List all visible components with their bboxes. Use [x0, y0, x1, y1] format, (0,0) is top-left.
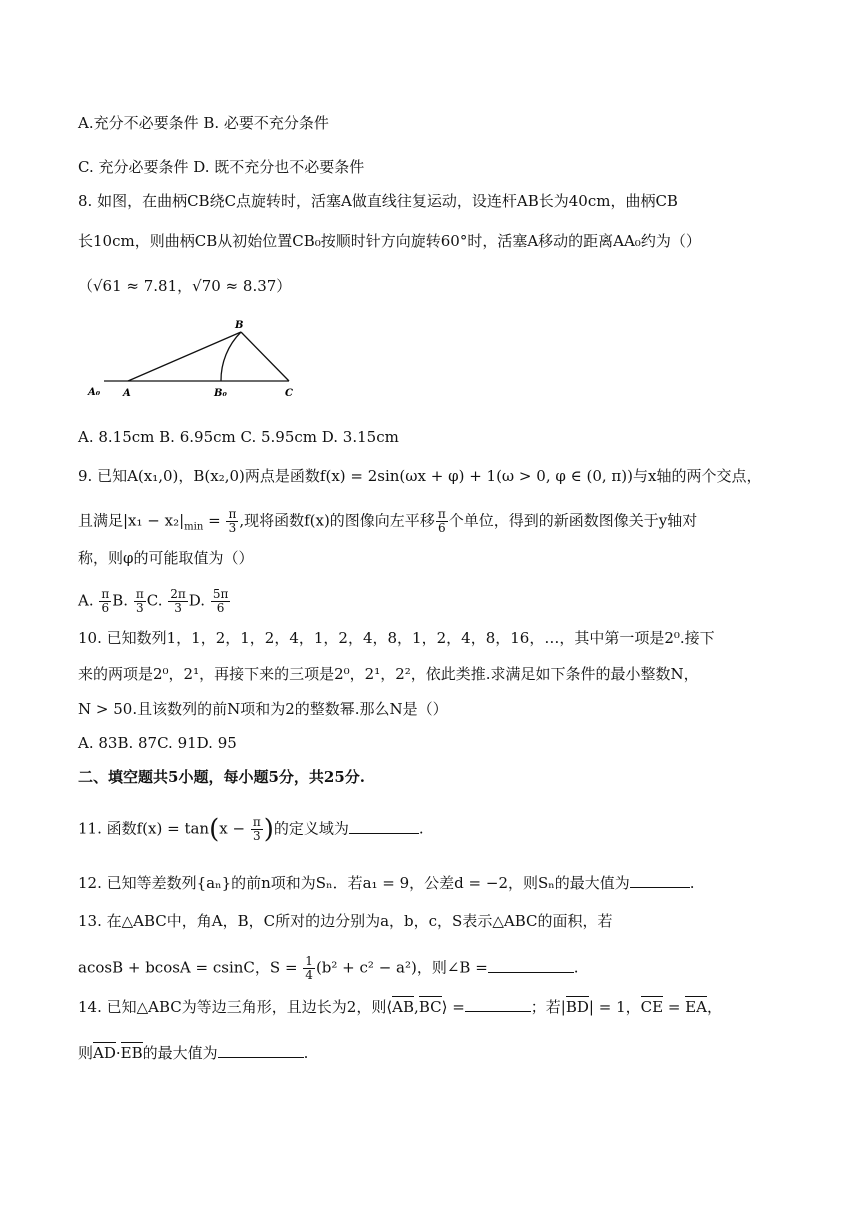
q8-options: A. 8.15cm B. 6.95cm C. 5.95cm D. 3.15cm — [78, 428, 399, 446]
q10-options: A. 83B. 87C. 91D. 95 — [78, 734, 237, 752]
q11-stem: 11. 函数f(x) = tan(x − $\frac{\pi}{3}$ )的定义域为 . — [78, 814, 424, 845]
vec-ad: AD — [93, 1044, 116, 1062]
rod-ab — [128, 332, 241, 381]
vec-eb: EB — [120, 1044, 143, 1062]
vec-bc: BC — [418, 998, 442, 1016]
q9-opt-c-frac: $\frac{2\pi}{3}$ — [170, 587, 186, 615]
q13-frac-1-4: $\frac{1}{4}$ — [305, 954, 313, 982]
q7-options-ab: A.充分不必要条件 B. 必要不充分条件 — [78, 114, 329, 132]
label-a: A — [123, 388, 131, 399]
q9-stem-line1: 9. 已知A(x₁,0)，B(x₂,0)两点是函数f(x) = 2sin(ωx + φ) + 1(ω > 0, φ ∈ (0, π))与x轴的两个交点， — [78, 467, 762, 485]
q9-abs-diff: 且满足|x₁ − x₂| — [78, 511, 185, 530]
q9-stem-line2 — [78, 508, 697, 538]
q8-stem-line2: 长10cm，则曲柄CB从初始位置CB₀按顺时针方向旋转60°时，活塞A移动的距离AA₀约为（） — [78, 232, 701, 250]
q9-frac-pi-3: $\frac{\pi}{3}$ — [228, 507, 237, 535]
q9-stem-line3: 称，则φ的可能取值为（） — [78, 549, 254, 567]
q10-stem-line3: N > 50.且该数列的前N项和为2的整数幂.那么N是（） — [78, 700, 448, 718]
vec-ab: AB — [392, 998, 415, 1016]
q9-symmetry-text: 个单位，得到的新函数图像关于y轴对 — [448, 511, 698, 530]
q9-opt-b-frac: $\frac{\pi}{3}$ — [135, 587, 144, 615]
q10-stem-line2: 来的两项是2⁰，2¹，再接下来的三项是2⁰，2¹，2²，依此类推.求满足如下条件的最小整数N， — [78, 665, 699, 683]
label-b: B — [235, 320, 244, 331]
q9-frac-pi-6: $\frac{\pi}{6}$ — [437, 507, 446, 535]
label-a0: A₀ — [88, 387, 101, 398]
q14-answer-blank-1[interactable] — [465, 997, 531, 1012]
q7-options-cd: C. 充分必要条件 D. 既不充分也不必要条件 — [78, 158, 365, 176]
q14-stem-line1: 14. 已知△ABC为等边三角形，且边长为2，则⟨AB,BC⟩ = ；若|BD| = 1，CE = EA， — [78, 998, 722, 1016]
crank-diagram — [86, 318, 306, 400]
q14-stem-line2: 则AD·EB的最大值为 . — [78, 1044, 309, 1062]
q8-hint: （√61 ≈ 7.81，√70 ≈ 8.37） — [78, 277, 292, 295]
crank-cb — [241, 332, 289, 381]
q9-equals: = — [208, 511, 221, 530]
section-heading-fill-in: 二、填空题共5小题，每小题5分，共25分. — [78, 768, 365, 786]
label-b0: B₀ — [214, 388, 227, 399]
q9-min-sub: min — [184, 521, 204, 533]
q12-stem: 12. 已知等差数列{aₙ}的前n项和为Sₙ．若a₁ = 9，公差d = −2，则Sₙ的最大值为 . — [78, 874, 695, 892]
q14-answer-blank-2[interactable] — [218, 1043, 304, 1058]
q10-stem-line1: 10. 已知数列1，1，2，1，2，4，1，2，4，8，1，2，4，8，16，…，其中第一项是2⁰.接下 — [78, 629, 715, 647]
q9-opt-d-frac: $\frac{5\pi}{6}$ — [212, 587, 229, 615]
q8-stem-line1: 8. 如图，在曲柄CB绕C点旋转时，活塞A做直线往复运动，设连杆AB长为40cm，曲柄CB — [78, 192, 678, 210]
q11-frac-pi-3: $\frac{\pi}{3}$ — [252, 815, 261, 843]
q9-shift-text: ,现将函数f(x)的图像向左平移 — [239, 511, 435, 530]
label-c: C — [285, 388, 293, 399]
q12-answer-blank[interactable] — [630, 873, 690, 888]
q13-stem-line2: acosB + bcosA = csinC，S = $\frac{1}{4}$ (b² + c² − a²)，则∠B = . — [78, 954, 579, 982]
q11-answer-blank[interactable] — [349, 819, 419, 834]
q13-stem-line1: 13. 在△ABC中，角A，B，C所对的边分别为a，b，c，S表示△ABC的面积，若 — [78, 912, 613, 930]
q13-answer-blank[interactable] — [488, 958, 574, 973]
q9-opt-a-frac: $\frac{\pi}{6}$ — [101, 587, 110, 615]
vec-bd: BD — [565, 998, 589, 1016]
vec-ea: EA — [685, 998, 707, 1016]
vec-ce: CE — [640, 998, 664, 1016]
q9-options: A. $\frac{\pi}{6}$ B. $\frac{\pi}{3}$ C. $\frac{2\pi}{3}$ D. $\frac{5\pi}{6}$ — [78, 587, 229, 615]
